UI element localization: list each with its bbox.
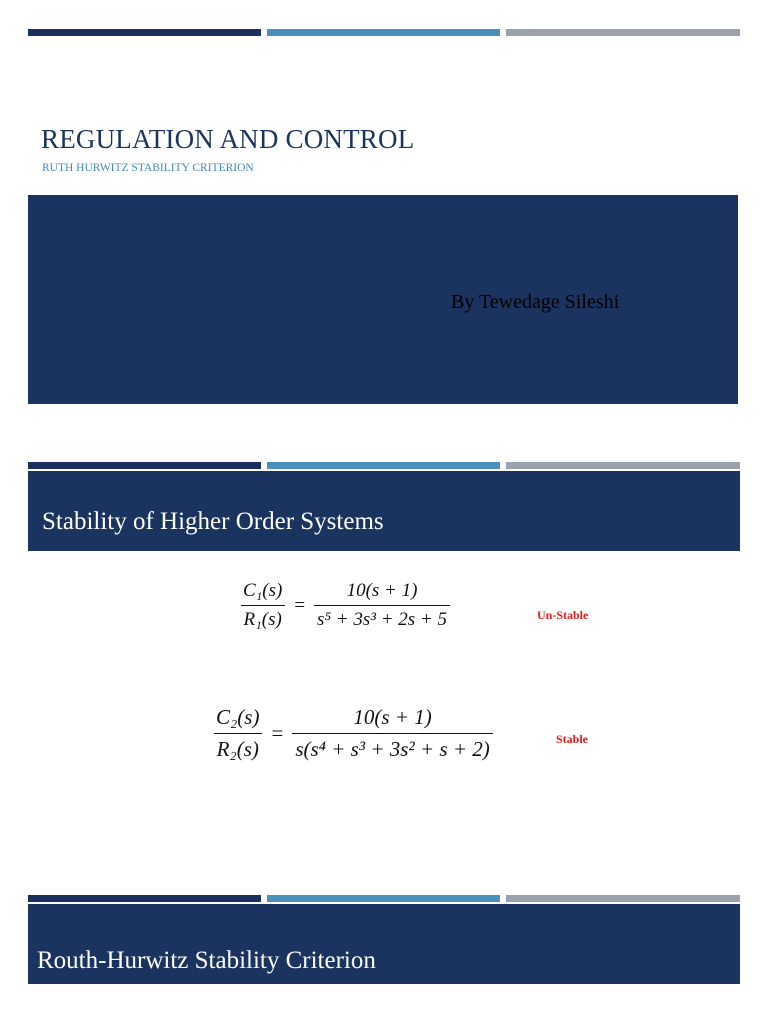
rhs-denominator: s⁵ + 3s³ + 2s + 5 xyxy=(314,605,450,631)
slide-heading: Stability of Higher Order Systems xyxy=(42,508,384,535)
equals-sign: = xyxy=(271,721,284,745)
slide-heading: Routh-Hurwitz Stability Criterion xyxy=(37,947,376,974)
equals-sign: = xyxy=(294,594,306,616)
lhs-denominator: R₁(s) xyxy=(241,605,285,631)
lhs-fraction xyxy=(213,705,262,762)
slide-title: REGULATION AND CONTROL xyxy=(41,124,415,154)
accent-bar-navy xyxy=(28,29,261,36)
rhs-numerator: 10(s + 1) xyxy=(353,705,432,729)
title-panel xyxy=(28,195,738,404)
accent-bar-gray xyxy=(506,462,740,469)
rhs-numerator: 10(s + 1) xyxy=(346,580,418,601)
lhs-numerator: C₂(s) xyxy=(216,705,260,729)
status-label: Un-Stable xyxy=(537,608,589,622)
author-line: By Tewedage Sileshi xyxy=(451,291,620,313)
status-label: Stable xyxy=(556,732,589,746)
lhs-fraction xyxy=(240,580,285,631)
accent-bar-navy xyxy=(28,462,261,469)
accent-bar-gray xyxy=(506,895,740,902)
accent-bar-blue xyxy=(267,29,500,36)
slide-subtitle: RUTH HURWITZ STABILITY CRITERION xyxy=(42,162,254,174)
rhs-fraction xyxy=(292,705,492,762)
accent-bar-navy xyxy=(28,895,261,902)
transfer-function-2 xyxy=(213,705,493,762)
accent-bar-blue xyxy=(267,462,500,469)
rhs-fraction xyxy=(314,580,450,631)
transfer-function-1 xyxy=(240,580,450,631)
lhs-numerator: C₁(s) xyxy=(243,580,283,601)
accent-bar-gray xyxy=(506,29,740,36)
rhs-denominator: s(s⁴ + s³ + 3s² + s + 2) xyxy=(292,733,492,762)
accent-bar-blue xyxy=(267,895,500,902)
lhs-denominator: R₂(s) xyxy=(214,733,262,762)
